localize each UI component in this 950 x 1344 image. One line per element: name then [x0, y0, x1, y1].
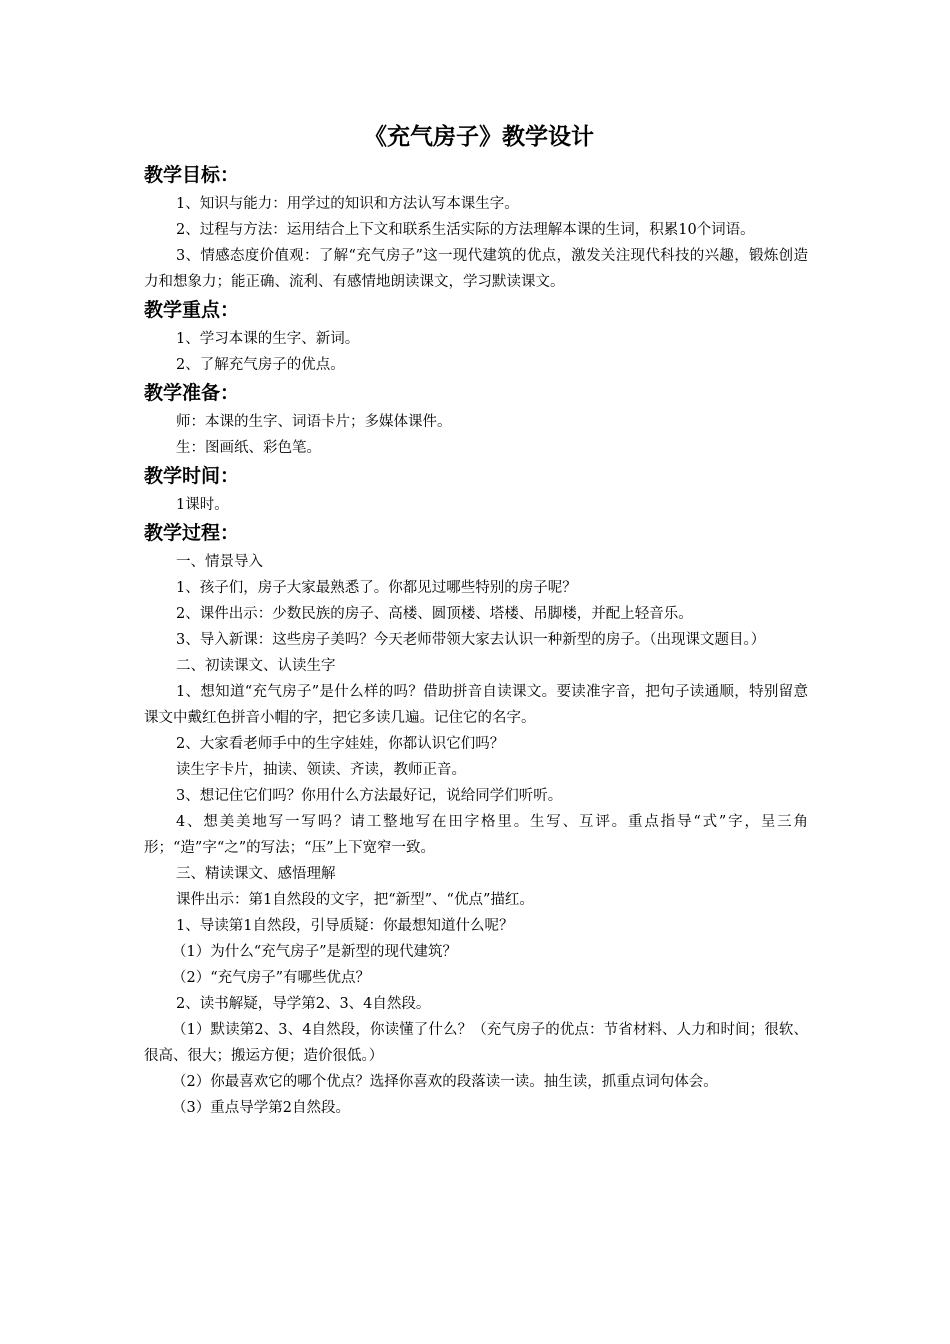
process-item: 三、精读课文、感悟理解	[176, 866, 336, 882]
process-item: 2、读书解疑，导学第2、3、4自然段。	[176, 996, 431, 1012]
page-title: 《充气房子》教学设计	[364, 124, 594, 150]
process-item: 1、想知道“充气房子”是什么样的吗？借助拼音自读课文。要读准字音，把句子读通顺，特别留意课文中戴红色拼音小帽的字，把它多读几遍。记住它的名字。	[144, 684, 808, 726]
process-item: 2、大家看老师手中的生字娃娃，你都认识它们吗？	[176, 736, 505, 752]
process-item: （1）为什么“充气房子”是新型的现代建筑？	[172, 944, 458, 960]
process-item: 2、课件出示：少数民族的房子、高楼、圆顶楼、塔楼、吊脚楼，并配上轻音乐。	[176, 606, 693, 622]
process-item: 1、孩子们，房子大家最熟悉了。你都见过哪些特别的房子呢？	[176, 580, 577, 596]
preparation-item: 师：本课的生字、词语卡片；多媒体课件。	[176, 414, 452, 430]
key-point-item: 2、了解充气房子的优点。	[176, 357, 345, 373]
time-section	[144, 461, 808, 518]
time-item: 1课时。	[176, 497, 229, 513]
process-section	[144, 518, 808, 1121]
objective-item: 2、过程与方法：运用结合上下文和联系生活实际的方法理解本课的生词，积累10个词语。	[176, 222, 755, 238]
process-item: 二、初读课文、认读生字	[176, 658, 336, 674]
objectives-heading: 教学目标：	[144, 164, 240, 186]
time-heading: 教学时间：	[144, 465, 240, 487]
preparation-item: 生：图画纸、彩色笔。	[176, 440, 321, 456]
preparation-heading: 教学准备：	[144, 382, 240, 404]
objectives-section	[144, 160, 808, 295]
process-item: 读生字卡片，抽读、领读、齐读，教师正音。	[176, 762, 466, 778]
process-item: 一、情景导入	[176, 554, 263, 570]
process-item: （2）“充气房子”有哪些优点？	[172, 970, 371, 986]
process-item: （2）你最喜欢它的哪个优点？选择你喜欢的段落读一读。抽生读，抓重点词句体会。	[172, 1074, 718, 1090]
process-item: 3、导入新课：这些房子美吗？今天老师带领大家去认识一种新型的房子。（出现课文题目。）	[176, 632, 766, 648]
key-point-item: 1、学习本课的生字、新词。	[176, 331, 360, 347]
process-heading: 教学过程：	[144, 522, 240, 544]
process-item: 课件出示：第1自然段的文字，把“新型”、“优点”描红。	[176, 892, 534, 908]
process-item: （3）重点导学第2自然段。	[172, 1100, 350, 1116]
preparation-section	[144, 378, 808, 461]
document-page	[144, 118, 808, 1121]
process-item: 3、想记住它们吗？你用什么方法最好记，说给同学们听听。	[176, 788, 563, 804]
key-points-heading: 教学重点：	[144, 299, 240, 321]
process-item: 4、想美美地写一写吗？请工整地写在田字格里。生写、互评。重点指导“式”字，呈三角形；“造”字“之”的写法；“压”上下宽窄一致。	[144, 814, 808, 856]
objective-item: 1、知识与能力：用学过的知识和方法认写本课生字。	[176, 196, 519, 212]
process-item: （1）默读第2、3、4自然段，你读懂了什么？（充气房子的优点：节省材料、人力和时间；很软、很高、很大；搬运方便；造价很低。）	[144, 1022, 808, 1064]
key-points-section	[144, 295, 808, 378]
objective-item: 3、情感态度价值观：了解“充气房子”这一现代建筑的优点，激发关注现代科技的兴趣，锻炼创造力和想象力；能正确、流利、有感情地朗读课文，学习默读课文。	[144, 248, 808, 290]
process-item: 1、导读第1自然段，引导质疑：你最想知道什么呢？	[176, 918, 514, 934]
